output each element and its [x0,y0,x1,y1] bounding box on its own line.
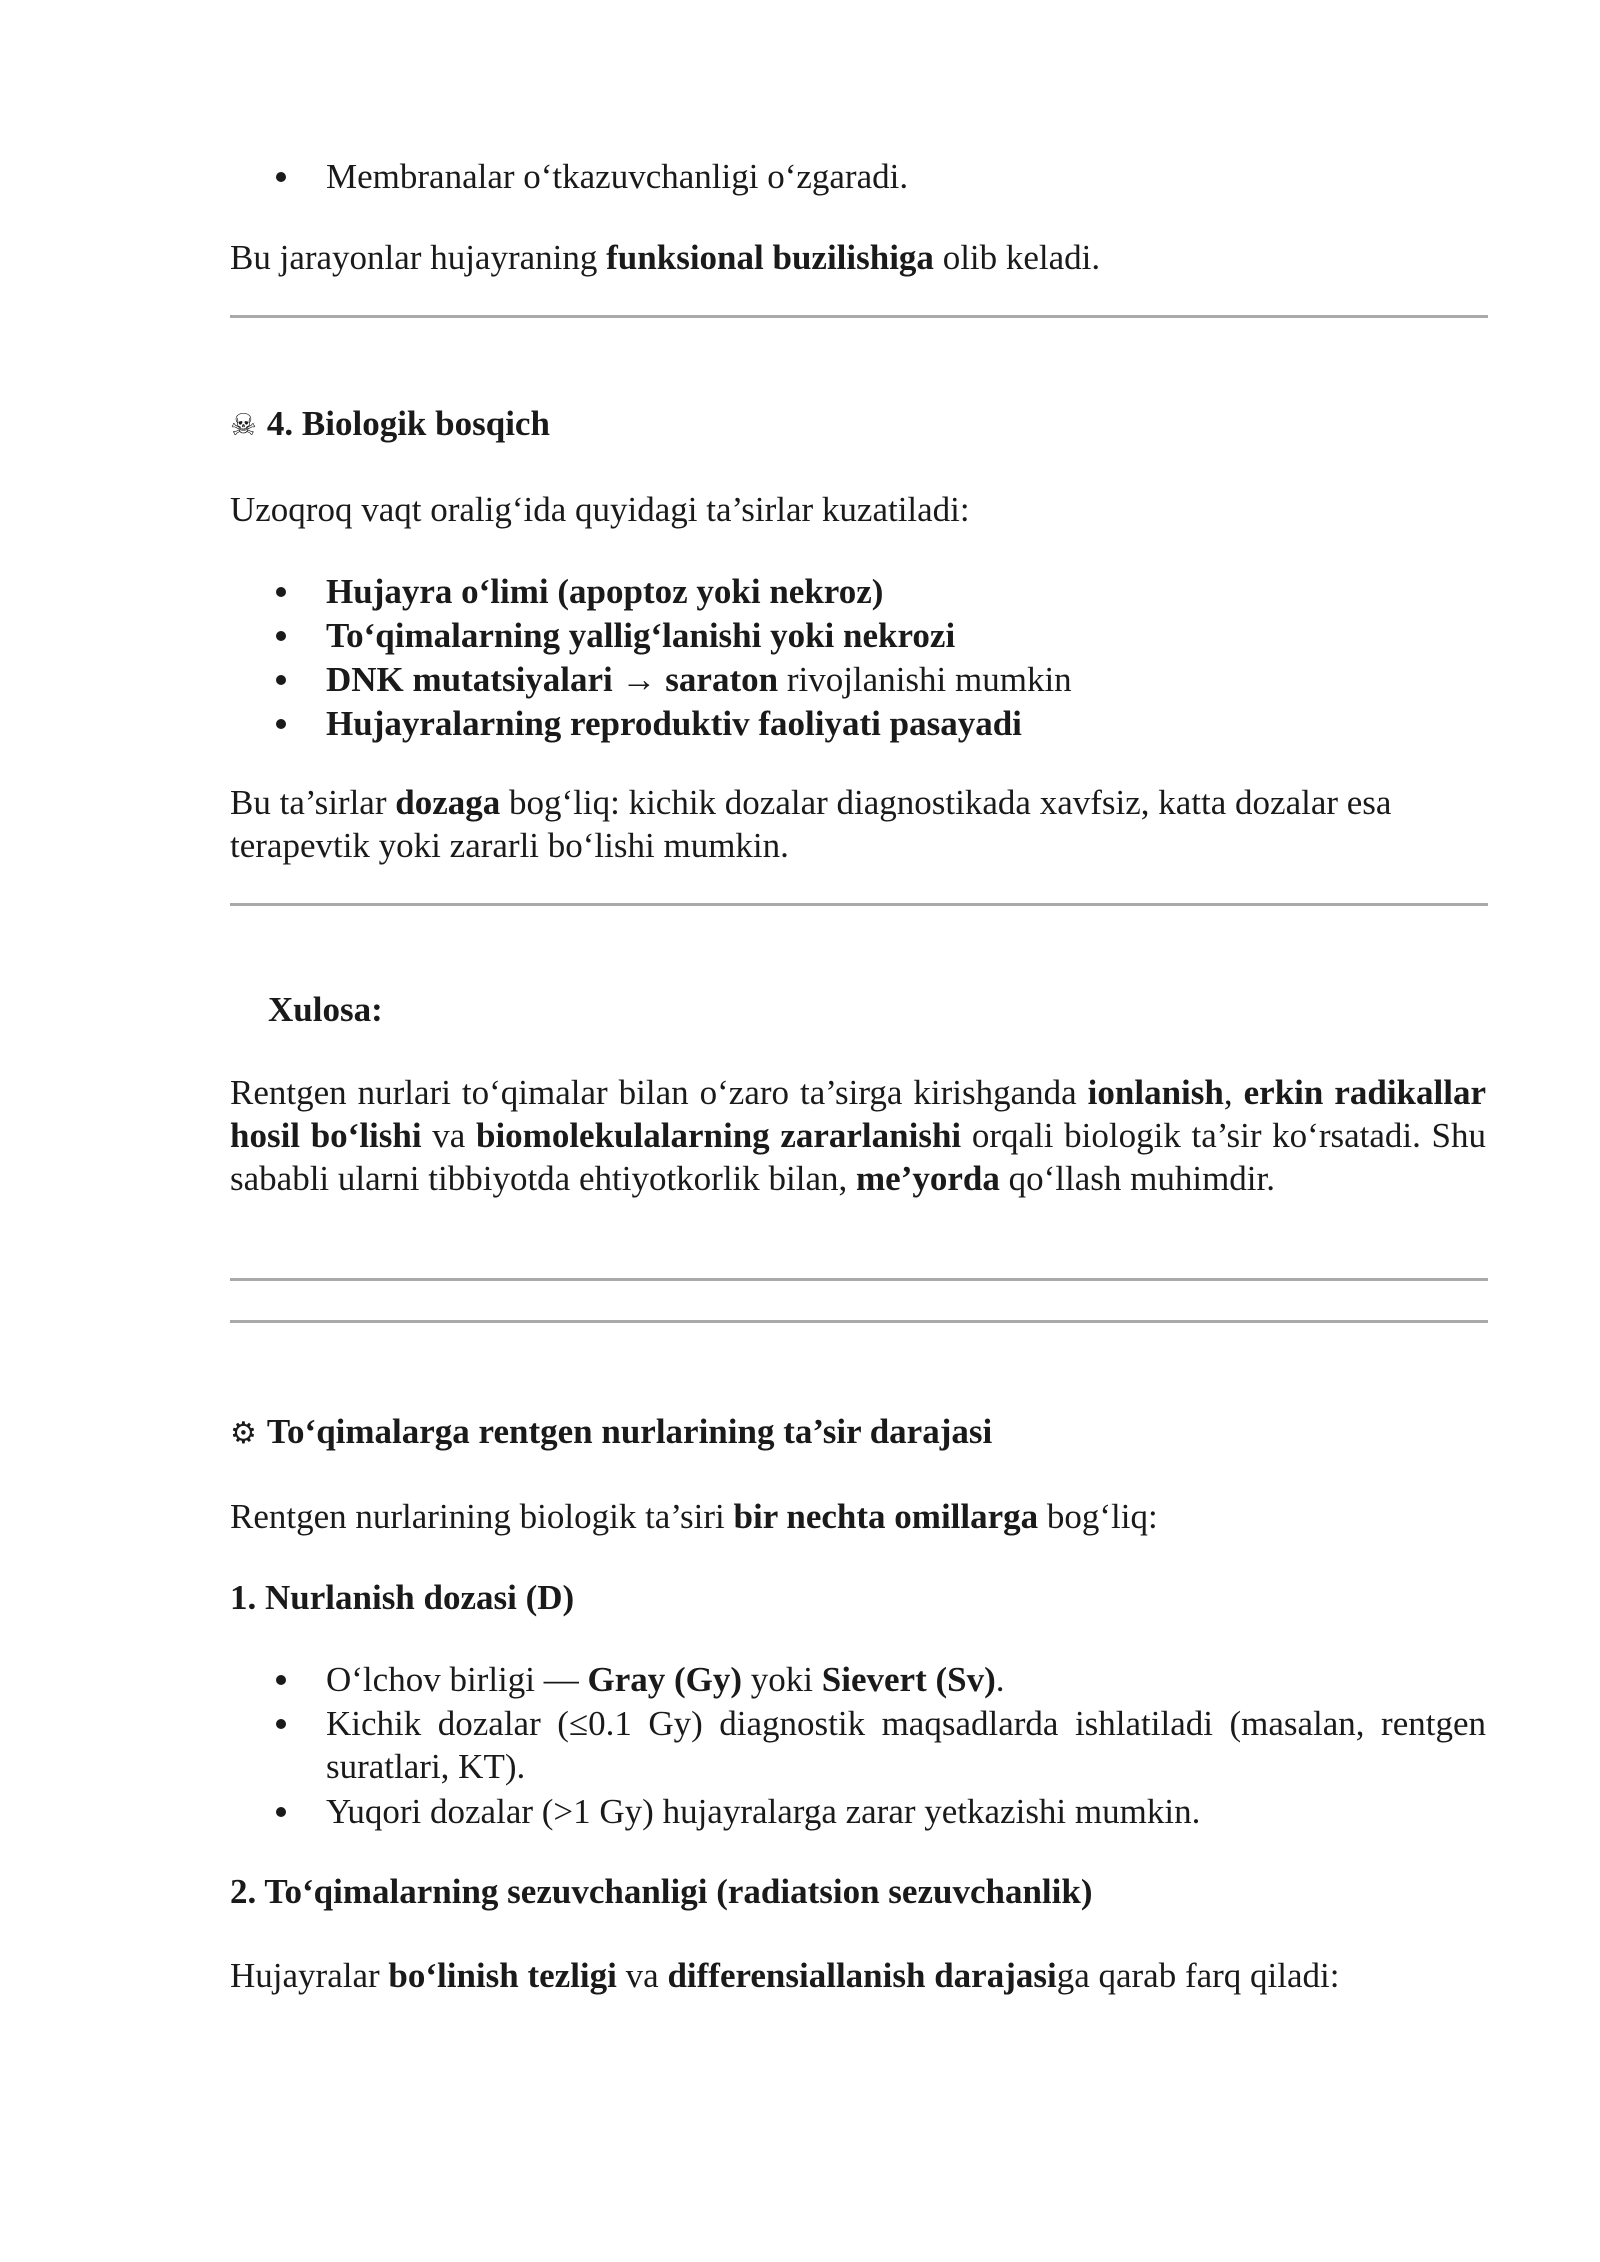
conclusion-heading: Xulosa: [268,990,383,1029]
bullet-marker [276,587,286,597]
list-item: O‘lchov birligi — Gray (Gy) yoki Sievert (Sv). [326,1660,1005,1699]
skull-crossbones-icon: ☠ [230,408,257,443]
bullet-marker [276,675,286,685]
horizontal-rule [230,903,1488,906]
list-item: To‘qimalarning yallig‘lanishi yoki nekrozi [326,616,956,655]
subsection-heading: 1. Nurlanish dozasi (D) [230,1578,575,1617]
paragraph: Rentgen nurlarining biologik ta’siri bir nechta omillarga bog‘liq: [230,1497,1158,1536]
list-item: Kichik dozalar (≤0.1 Gy) diagnostik maqsadlarda ishlatiladi (masalan, rentgen suratlari, KT). [326,1704,1486,1786]
horizontal-rule [230,1278,1488,1281]
list-item: Membranalar o‘tkazuvchanligi o‘zgaradi. [326,157,909,196]
bullet-marker [276,1807,286,1817]
horizontal-rule [230,315,1488,318]
section-heading: ☠ 4. Biologik bosqich [230,402,1486,447]
conclusion-paragraph: Rentgen nurlari to‘qimalar bilan o‘zaro ta’sirga kirishganda ionlanish, erkin radikallar hosil bo‘lishi va biomolekulalarning zararlanishi orqali biologik ta’sir ko‘rsatadi. Shu sababli ularni tibbiyotda ehtiyotkorlik bilan, me’yorda qo‘llash muhimdir. [230,1073,1487,1198]
paragraph: Hujayralar bo‘linish tezligi va differensiallanish darajasiga qarab farq qiladi: [230,1956,1340,1995]
list-item: DNK mutatsiyalari → saraton rivojlanishi mumkin [326,660,1072,699]
bullet-marker [276,631,286,641]
bullet-marker [276,172,286,182]
section-heading: ⚙ To‘qimalarga rentgen nurlarining ta’sir darajasi [230,1410,1486,1455]
paragraph: Bu jarayonlar hujayraning funksional buzilishiga olib keladi. [230,238,1101,277]
list-item: Hujayra o‘limi (apoptoz yoki nekroz) [326,572,884,611]
paragraph: Uzoqroq vaqt oralig‘ida quyidagi ta’sirlar kuzatiladi: [230,490,970,529]
horizontal-rule [230,1320,1488,1323]
subsection-heading: 2. To‘qimalarning sezuvchanligi (radiatsion sezuvchanlik) [230,1872,1093,1911]
bullet-marker [276,719,286,729]
bullet-marker [276,1675,286,1685]
list-item: Yuqori dozalar (>1 Gy) hujayralarga zarar yetkazishi mumkin. [326,1792,1201,1831]
gear-icon: ⚙ [230,1416,257,1451]
paragraph: Bu ta’sirlar dozaga bog‘liq: kichik dozalar diagnostikada xavfsiz, katta dozalar esa terapevtik yoki zararli bo‘lishi mumkin. [230,783,1392,865]
list-item: Hujayralarning reproduktiv faoliyati pasayadi [326,704,1022,743]
bullet-marker [276,1719,286,1729]
